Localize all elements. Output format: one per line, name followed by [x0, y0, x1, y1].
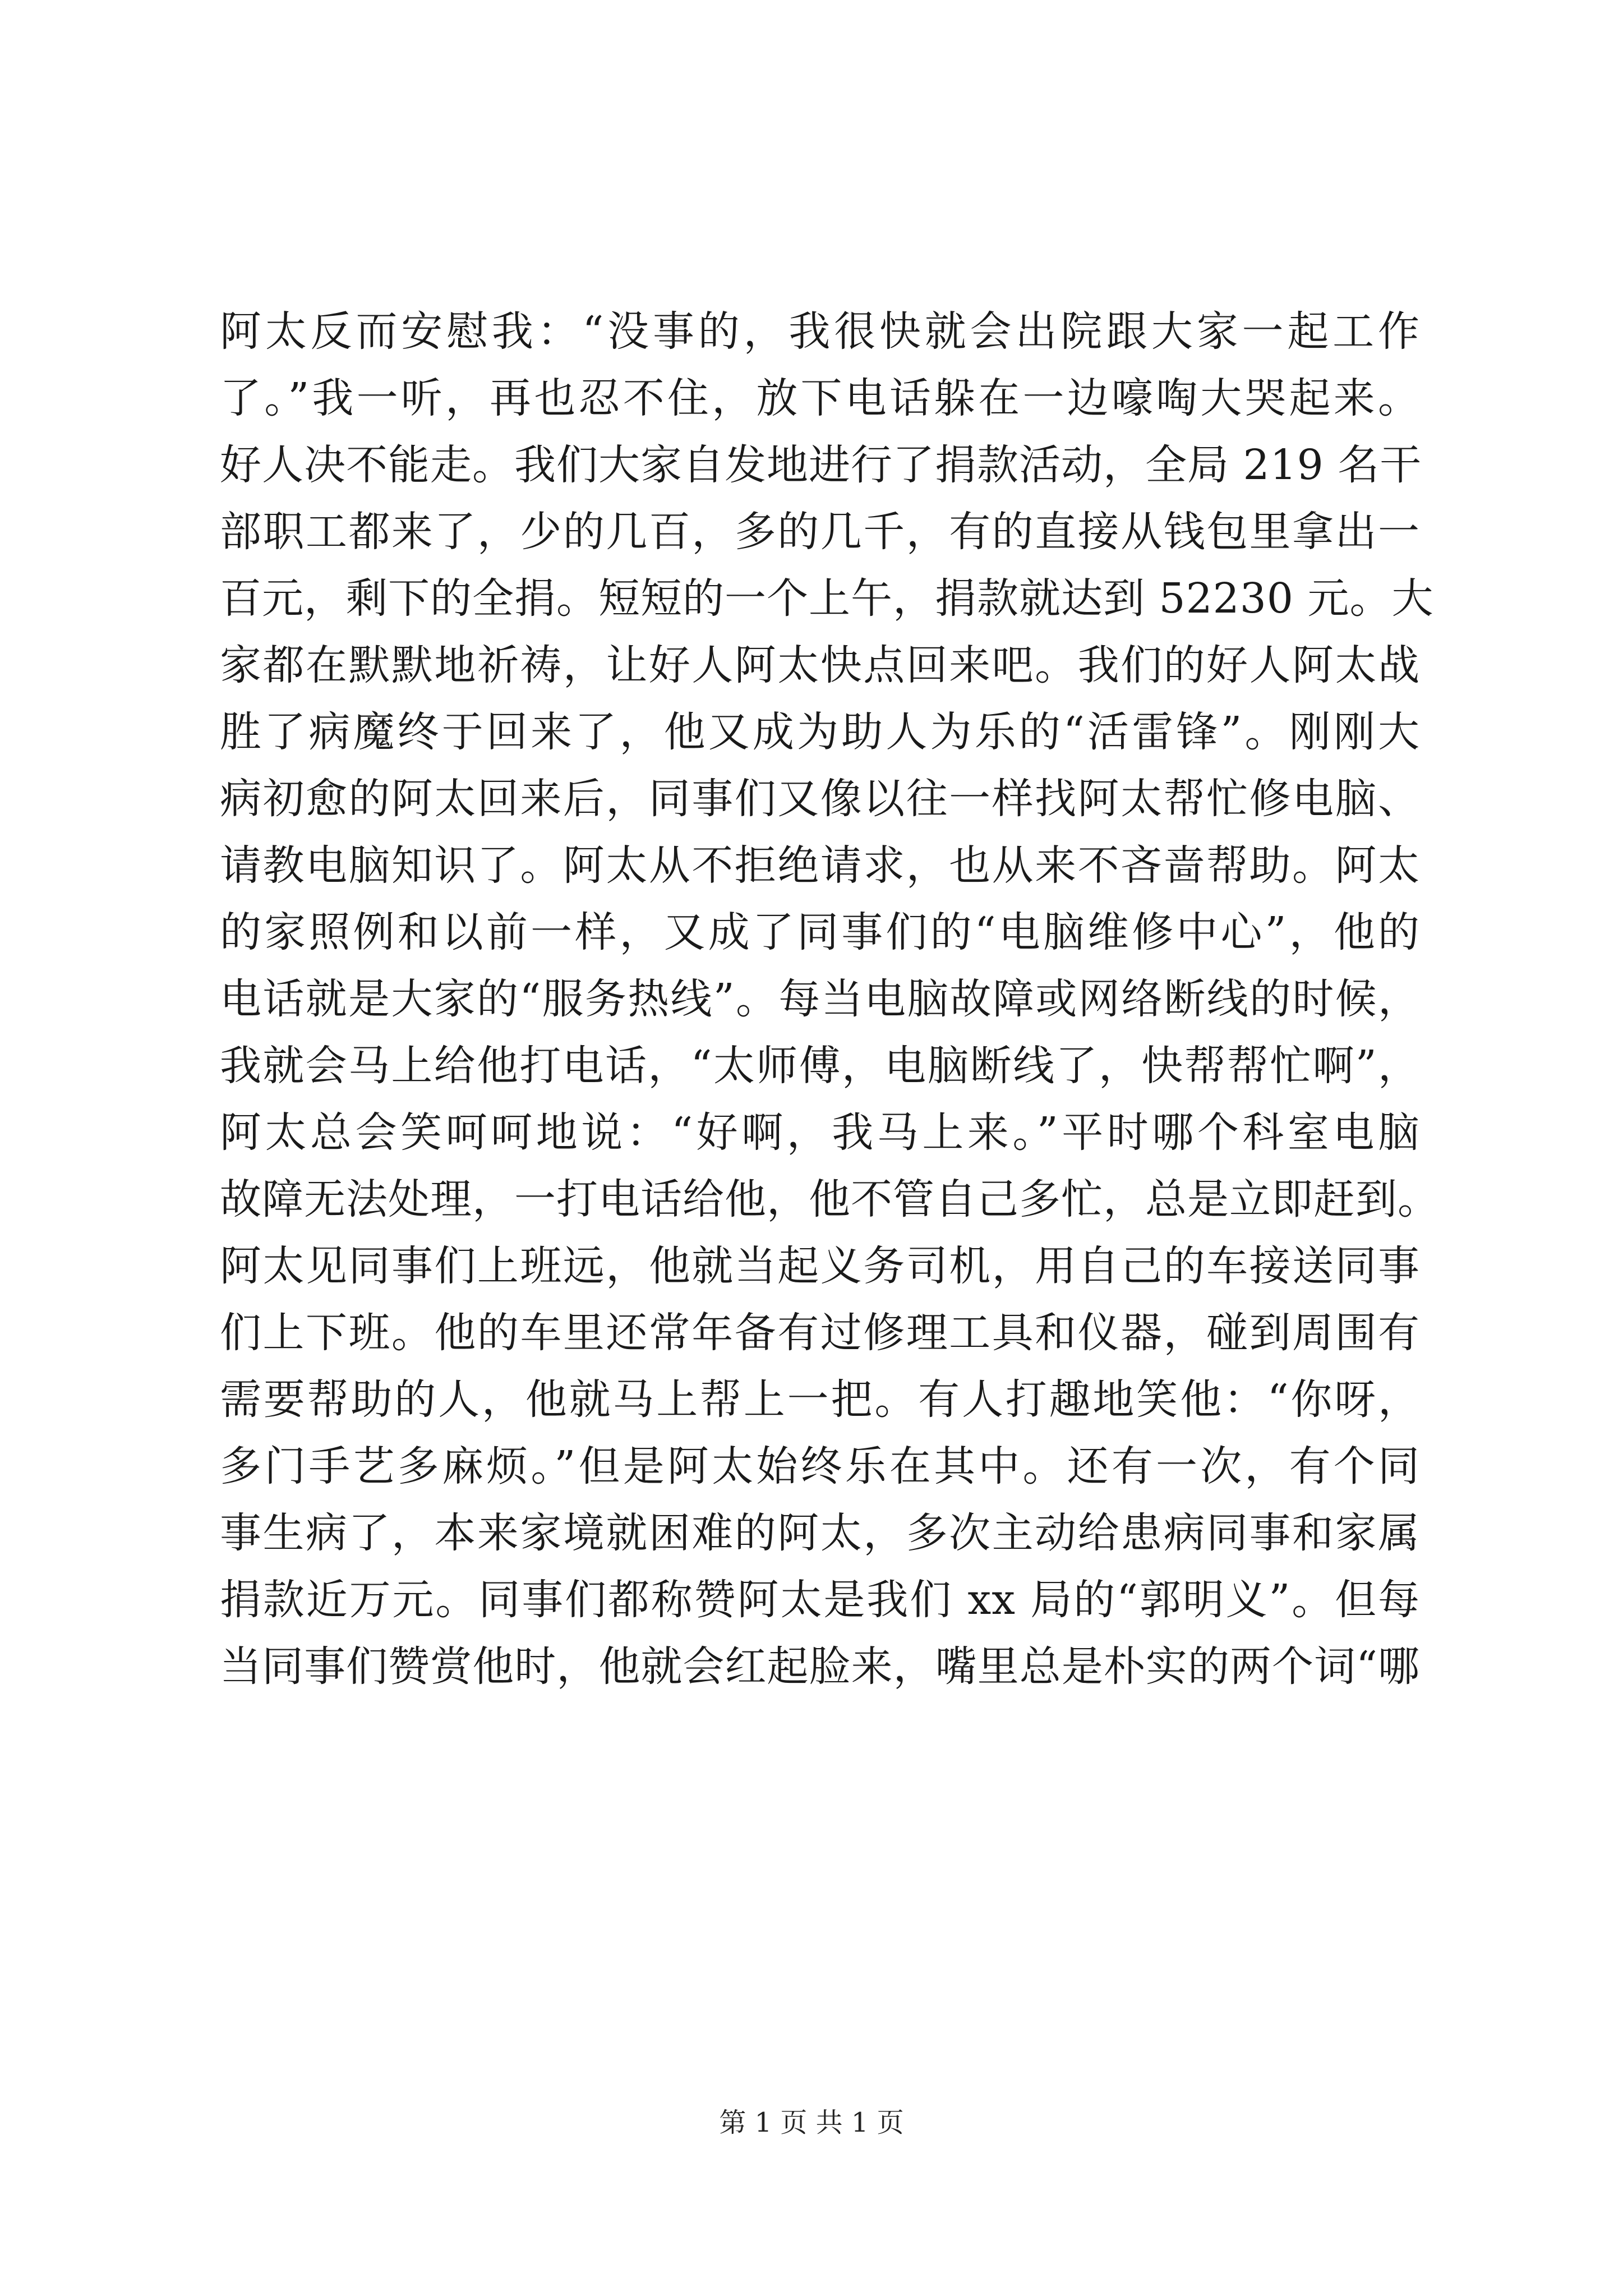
text-line: 部职工都来了，少的几百，多的几千，有的直接从钱包里拿出一	[220, 508, 1420, 556]
text-line: 阿太见同事们上班远，他就当起义务司机，用自己的车接送同事	[220, 1242, 1420, 1290]
text-line: 当同事们赞赏他时，他就会红起脸来，嘴里总是朴实的两个词“哪	[220, 1642, 1420, 1691]
text-line: 捐款近万元。同事们都称赞阿太是我们 xx 局的“郭明义”。但每	[220, 1576, 1420, 1624]
text-line: 电话就是大家的“服务热线”。每当电脑故障或网络断线的时候，	[220, 975, 1420, 1023]
text-line: 需要帮助的人，他就马上帮上一把。有人打趣地笑他：“你呀，	[220, 1375, 1420, 1424]
text-line: 事生病了，本来家境就困难的阿太，多次主动给患病同事和家属	[220, 1509, 1420, 1557]
text-line: 请教电脑知识了。阿太从不拒绝请求，也从来不吝啬帮助。阿太	[220, 841, 1420, 890]
text-line: 胜了病魔终于回来了，他又成为助人为乐的“活雷锋”。刚刚大	[220, 708, 1420, 756]
text-line: 病初愈的阿太回来后，同事们又像以往一样找阿太帮忙修电脑、	[220, 775, 1420, 823]
text-line: 的家照例和以前一样，又成了同事们的“电脑维修中心”，他的	[220, 908, 1420, 956]
text-line: 了。”我一听，再也忍不住，放下电话躲在一边嚎啕大哭起来。	[220, 374, 1420, 422]
text-line: 我就会马上给他打电话，“太师傅，电脑断线了，快帮帮忙啊”，	[220, 1042, 1420, 1090]
body-text	[220, 298, 1440, 1700]
text-line: 故障无法处理，一打电话给他，他不管自己多忙，总是立即赶到。	[220, 1175, 1440, 1223]
text-line: 百元，剩下的全捐。短短的一个上午，捐款就达到 52230 元。大	[220, 574, 1434, 623]
page-number-footer: 第 1 页 共 1 页	[719, 2107, 904, 2138]
text-line: 们上下班。他的车里还常年备有过修理工具和仪器，碰到周围有	[220, 1309, 1420, 1357]
text-line: 阿太反而安慰我：“没事的，我很快就会出院跟大家一起工作	[220, 307, 1420, 356]
text-line: 多门手艺多麻烦。”但是阿太始终乐在其中。还有一次，有个同	[220, 1442, 1420, 1490]
text-line: 家都在默默地祈祷，让好人阿太快点回来吧。我们的好人阿太战	[220, 641, 1420, 689]
text-line: 好人决不能走。我们大家自发地进行了捐款活动，全局 219 名干	[220, 441, 1422, 489]
text-line: 阿太总会笑呵呵地说：“好啊，我马上来。”平时哪个科室电脑	[220, 1108, 1420, 1157]
